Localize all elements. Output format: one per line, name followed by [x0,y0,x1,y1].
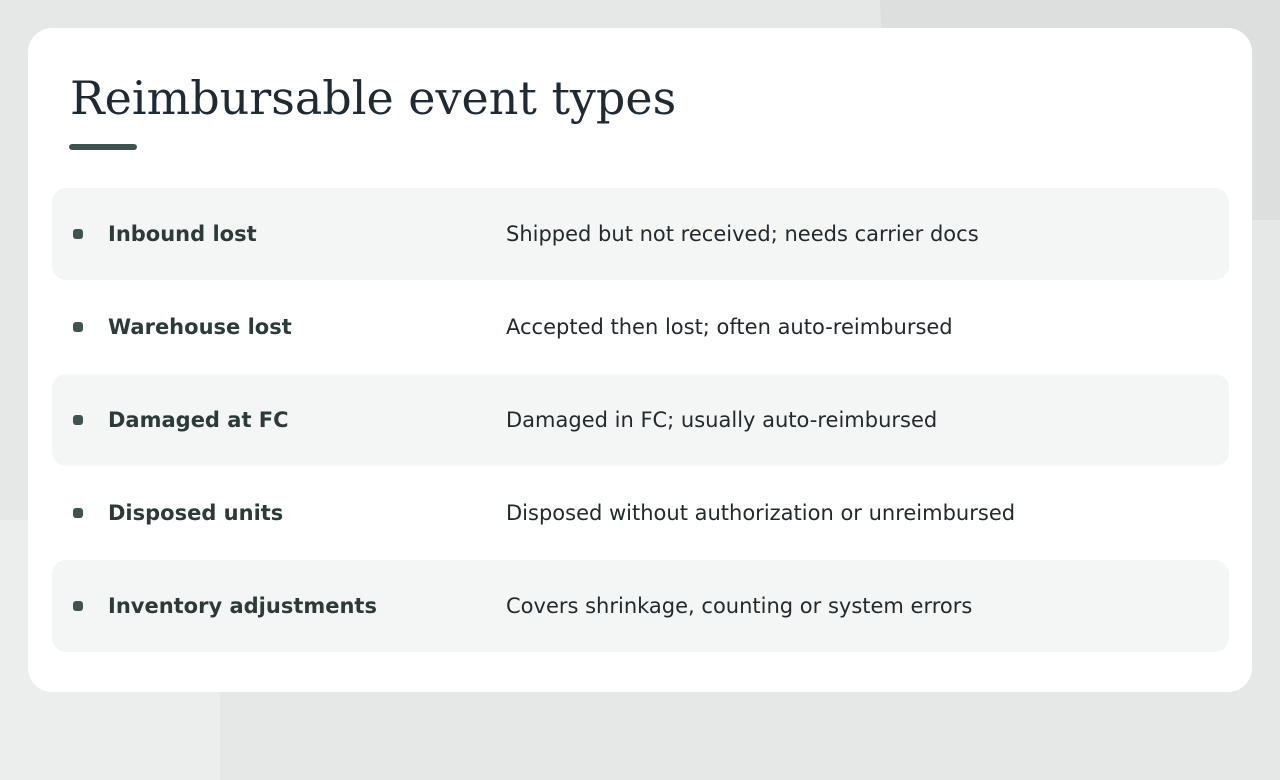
event-row-damaged-at-fc [52,374,1229,466]
bullet-icon [73,322,83,332]
event-description: Covers shrinkage, counting or system errors [506,594,973,618]
event-term: Disposed units [108,501,284,525]
slide-title: Reimbursable event types [70,71,677,125]
event-term: Damaged at FC [108,408,289,432]
event-row-warehouse-lost [52,281,1229,373]
event-list [52,188,1229,653]
event-term: Warehouse lost [108,315,292,339]
event-row-disposed-units [52,467,1229,559]
event-term: Inventory adjustments [108,594,377,618]
bullet-icon [73,415,83,425]
event-description: Disposed without authorization or unreimbursed [506,501,1016,525]
event-term: Inbound lost [108,222,257,246]
slide-card [28,28,1252,692]
event-row-inbound-lost [52,188,1229,280]
bullet-icon [73,508,83,518]
event-description: Accepted then lost; often auto-reimbursed [506,315,953,339]
event-row-inventory-adjustments [52,560,1229,652]
event-description: Shipped but not received; needs carrier docs [506,222,979,246]
event-description: Damaged in FC; usually auto-reimbursed [506,408,938,432]
bullet-icon [73,601,83,611]
bullet-icon [73,229,83,239]
title-underline [69,144,137,150]
